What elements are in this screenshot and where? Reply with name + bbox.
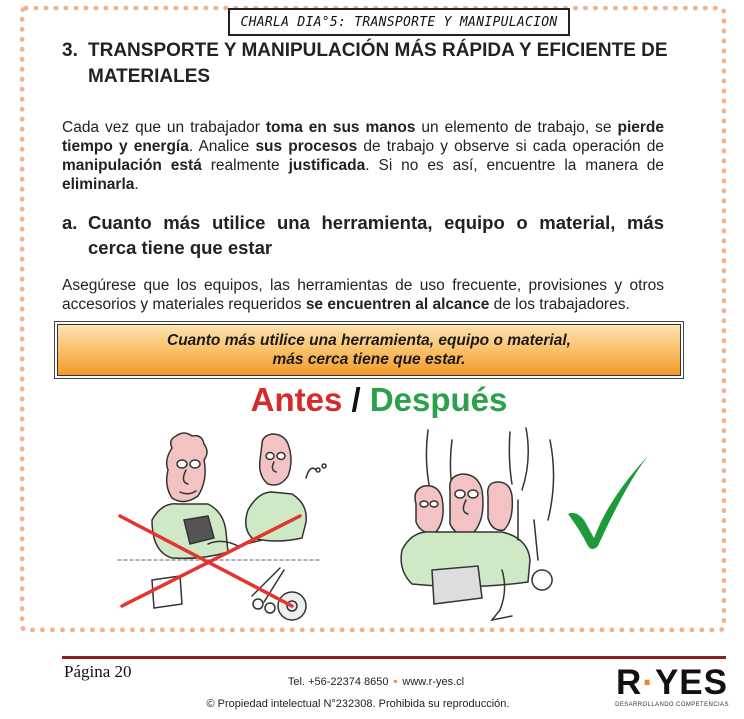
intro-bold: justificada	[288, 157, 366, 174]
intro-text: Cada vez que un trabajador	[62, 119, 266, 136]
footer-copyright: © Propiedad intelectual N°232308. Prohibida su reproducción.	[206, 698, 510, 710]
before-after-separator: /	[351, 381, 361, 418]
checkmark-icon	[562, 452, 654, 552]
body-text: de los trabajadores.	[489, 296, 630, 313]
logo-dot: ·	[642, 663, 655, 702]
footer-bullet: •	[393, 676, 398, 688]
section-number: 3.	[62, 40, 78, 61]
intro-bold: manipulación está	[62, 157, 202, 174]
after-label: Después	[369, 381, 508, 418]
footer-website-link[interactable]: www.r-yes.cl	[402, 676, 465, 688]
intro-text: . Si no es así, encuentre la manera de	[365, 157, 665, 174]
intro-bold: eliminarla	[62, 176, 135, 193]
intro-text: un elemento de trabajo, se	[415, 119, 618, 136]
callout-line-1: Cuanto más utilice una herramienta, equipo o material,	[167, 332, 571, 349]
logo-mark	[612, 664, 732, 702]
logo-r: R	[616, 663, 643, 702]
callout-box	[54, 321, 684, 379]
logo-tagline: DESARROLLANDO COMPETENCIAS	[615, 702, 729, 708]
header-tab	[228, 8, 570, 36]
intro-bold: toma en sus manos	[265, 119, 416, 136]
intro-bold: sus procesos	[255, 138, 358, 155]
intro-paragraph	[62, 118, 664, 194]
body-paragraph	[62, 276, 664, 314]
header-tab-label: CHARLA DIA°5: TRANSPORTE Y MANIPULACION	[240, 14, 558, 30]
body-text: Asegúrese que los equipos, las herramientas de uso frecuente, provisiones y otros accesorios y materiales requeridos	[62, 277, 664, 313]
callout-line-2: más cerca tiene que estar.	[272, 351, 466, 368]
before-illustration	[112, 420, 330, 628]
section-heading	[62, 38, 682, 90]
footer-phone: Tel. +56-22374 8650	[287, 676, 389, 688]
before-after-title	[0, 378, 744, 422]
logo-yes: YES	[654, 663, 728, 702]
company-logo	[612, 664, 732, 714]
before-label: Antes	[250, 381, 343, 418]
after-illustration	[382, 420, 572, 628]
intro-text: . Analice	[188, 138, 256, 155]
footer-divider	[62, 656, 726, 659]
intro-text: .	[134, 176, 139, 193]
intro-text: de trabajo y observe si cada operación de	[357, 138, 665, 155]
subsection-heading	[62, 210, 664, 260]
subsection-letter: a.	[62, 212, 78, 233]
body-bold: se encuentren al alcance	[305, 296, 490, 313]
section-title: TRANSPORTE Y MANIPULACIÓN MÁS RÁPIDA Y EFICIENTE DE MATERIALES	[88, 40, 668, 87]
page-number: Página 20	[64, 662, 132, 681]
intro-text: realmente	[201, 157, 289, 174]
callout-inner	[57, 324, 681, 376]
intro-bold: pierde tiempo y energía	[62, 119, 664, 155]
subsection-title: Cuanto más utilice una herramienta, equipo o material, más cerca tiene que estar	[88, 212, 664, 258]
